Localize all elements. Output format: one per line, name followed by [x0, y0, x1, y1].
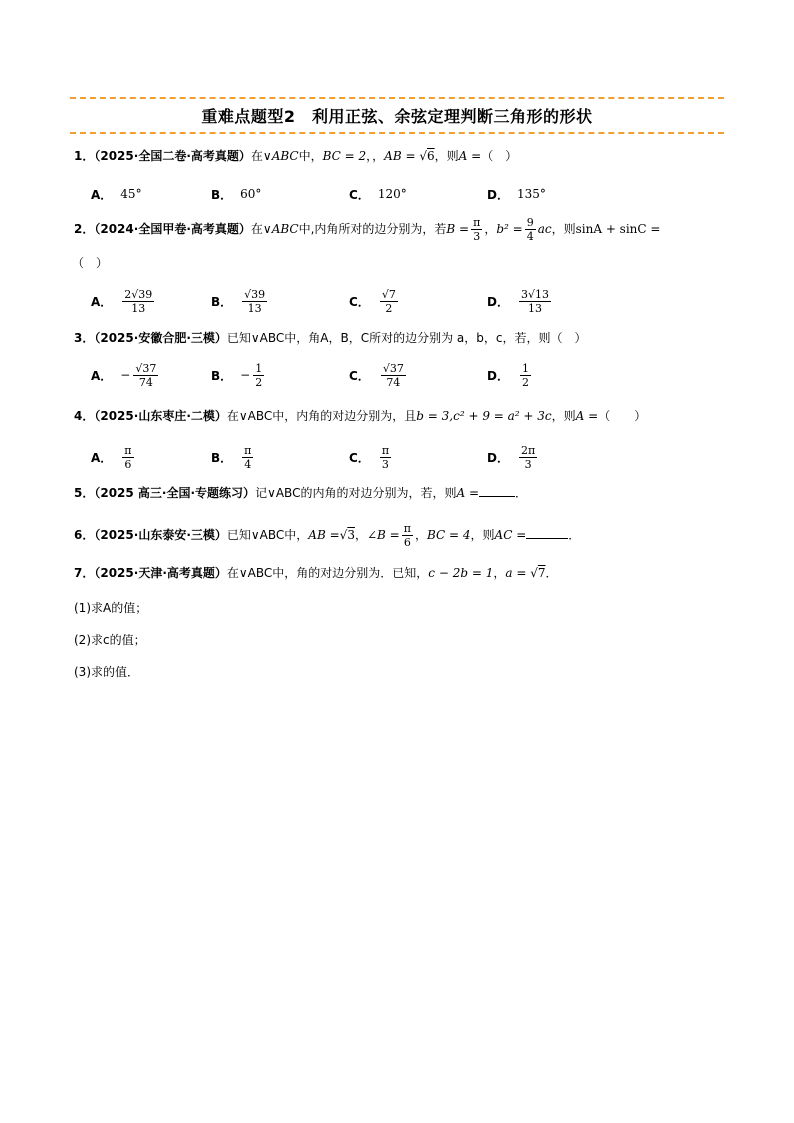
question-1: 1．（2025·全国二卷·高考真题）在∨ABC中，BC = 2，，AB = √6，则A =（ ） — [74, 149, 518, 163]
option-d[interactable]: D． $\frac{2\pi}{3}$ — [487, 443, 536, 471]
option-d[interactable]: D． $\frac{3√13}{13}$ — [487, 287, 549, 315]
option-a[interactable]: A． 45° — [91, 187, 142, 202]
option-b[interactable]: B． − $\frac{1}{2}$ — [211, 361, 263, 389]
question-5: 5．（2025 高三·全国·专题练习）记∨ABC的内角的对边分别为，若，则A = ． — [74, 486, 528, 500]
option-c[interactable]: C． $\frac{\pi}{3}$ — [349, 443, 390, 471]
question-number: 1． — [74, 149, 95, 163]
fraction: $\frac{\pi}{6}$ — [403, 522, 411, 549]
question-source: （2025·山东泰安·三模） — [94, 528, 227, 542]
option-c[interactable]: C． $\frac{√37}{74}$ — [349, 361, 404, 389]
question-7-part-1: (1)求A的值； — [74, 601, 148, 615]
question-6: 6．（2025·山东泰安·三模）已知∨ABC中，AB =√3，∠B = $\frac{\pi}{6}$ ，BC = 4，则AC = ． — [74, 522, 581, 549]
option-d[interactable]: D． $\frac{1}{2}$ — [487, 361, 529, 389]
question-number: 5． — [74, 486, 95, 500]
question-source: （2024·全国甲卷·高考真题） — [94, 222, 251, 236]
triangle-symbol: ∨ABC — [262, 149, 299, 163]
question-source: （2025·山东枣庄·二模） — [94, 409, 227, 423]
question-number: 6． — [74, 528, 95, 542]
option-a[interactable]: A． $\frac{\pi}{6}$ — [91, 443, 132, 471]
question-source: （2025·天津·高考真题） — [94, 566, 227, 580]
question-2-paren: （ ） — [72, 256, 109, 270]
question-7-part-2: (2)求c的值； — [74, 633, 146, 647]
question-number: 7． — [74, 566, 95, 580]
answer-blank[interactable] — [526, 526, 568, 539]
option-a[interactable]: A． $\frac{2√39}{13}$ — [91, 287, 153, 315]
question-1-options — [91, 176, 651, 212]
fraction: $\frac{9}{4}$ — [526, 216, 534, 243]
question-source: （2025·安徽合肥·三模） — [94, 331, 227, 345]
question-source: （2025·全国二卷·高考真题） — [94, 149, 251, 163]
title-top-dashed-rule — [70, 97, 724, 99]
title-bottom-dashed-rule — [70, 132, 724, 134]
fraction: $\frac{\pi}{3}$ — [473, 216, 481, 243]
question-3: 3．（2025·安徽合肥·三模）已知∨ABC中，角A，B，C所对的边分别为 a，b，c，若，则（ ） — [74, 331, 587, 345]
question-number: 2． — [74, 222, 95, 236]
option-b[interactable]: B． 60° — [211, 187, 262, 202]
question-3-options — [91, 357, 651, 393]
question-2-options — [91, 283, 651, 319]
question-7: 7．（2025·天津·高考真题）在∨ABC中，角的对边分别为．已知，c − 2b = 1，a = √7． — [74, 566, 558, 580]
question-7-part-3: (3)求的值． — [74, 665, 139, 679]
option-b[interactable]: B． $\frac{√39}{13}$ — [211, 287, 266, 315]
option-b[interactable]: B． $\frac{\pi}{4}$ — [211, 443, 252, 471]
question-source: （2025 高三·全国·专题练习） — [94, 486, 256, 500]
question-4-options — [91, 439, 651, 475]
question-number: 3． — [74, 331, 95, 345]
option-d[interactable]: D． 135° — [487, 187, 546, 202]
option-c[interactable]: C． 120° — [349, 187, 407, 202]
option-a[interactable]: A． − $\frac{√37}{74}$ — [91, 361, 157, 389]
answer-blank[interactable] — [479, 484, 515, 497]
option-c[interactable]: C． $\frac{√7}{2}$ — [349, 287, 396, 315]
question-4: 4．（2025·山东枣庄·二模）在∨ABC中，内角的对边分别为，且b = 3,c² + 9 = a² + 3c，则A =（ ） — [74, 409, 647, 423]
question-2: 2．（2024·全国甲卷·高考真题）在∨ABC中,内角所对的边分别为，若B = $\frac{\pi}{3}$ ，b² = $\frac{9}{4}$ ac，则sinA + sinC = — [74, 216, 661, 243]
question-number: 4． — [74, 409, 95, 423]
section-title: 重难点题型2 利用正弦、余弦定理判断三角形的形状 — [201, 107, 593, 126]
